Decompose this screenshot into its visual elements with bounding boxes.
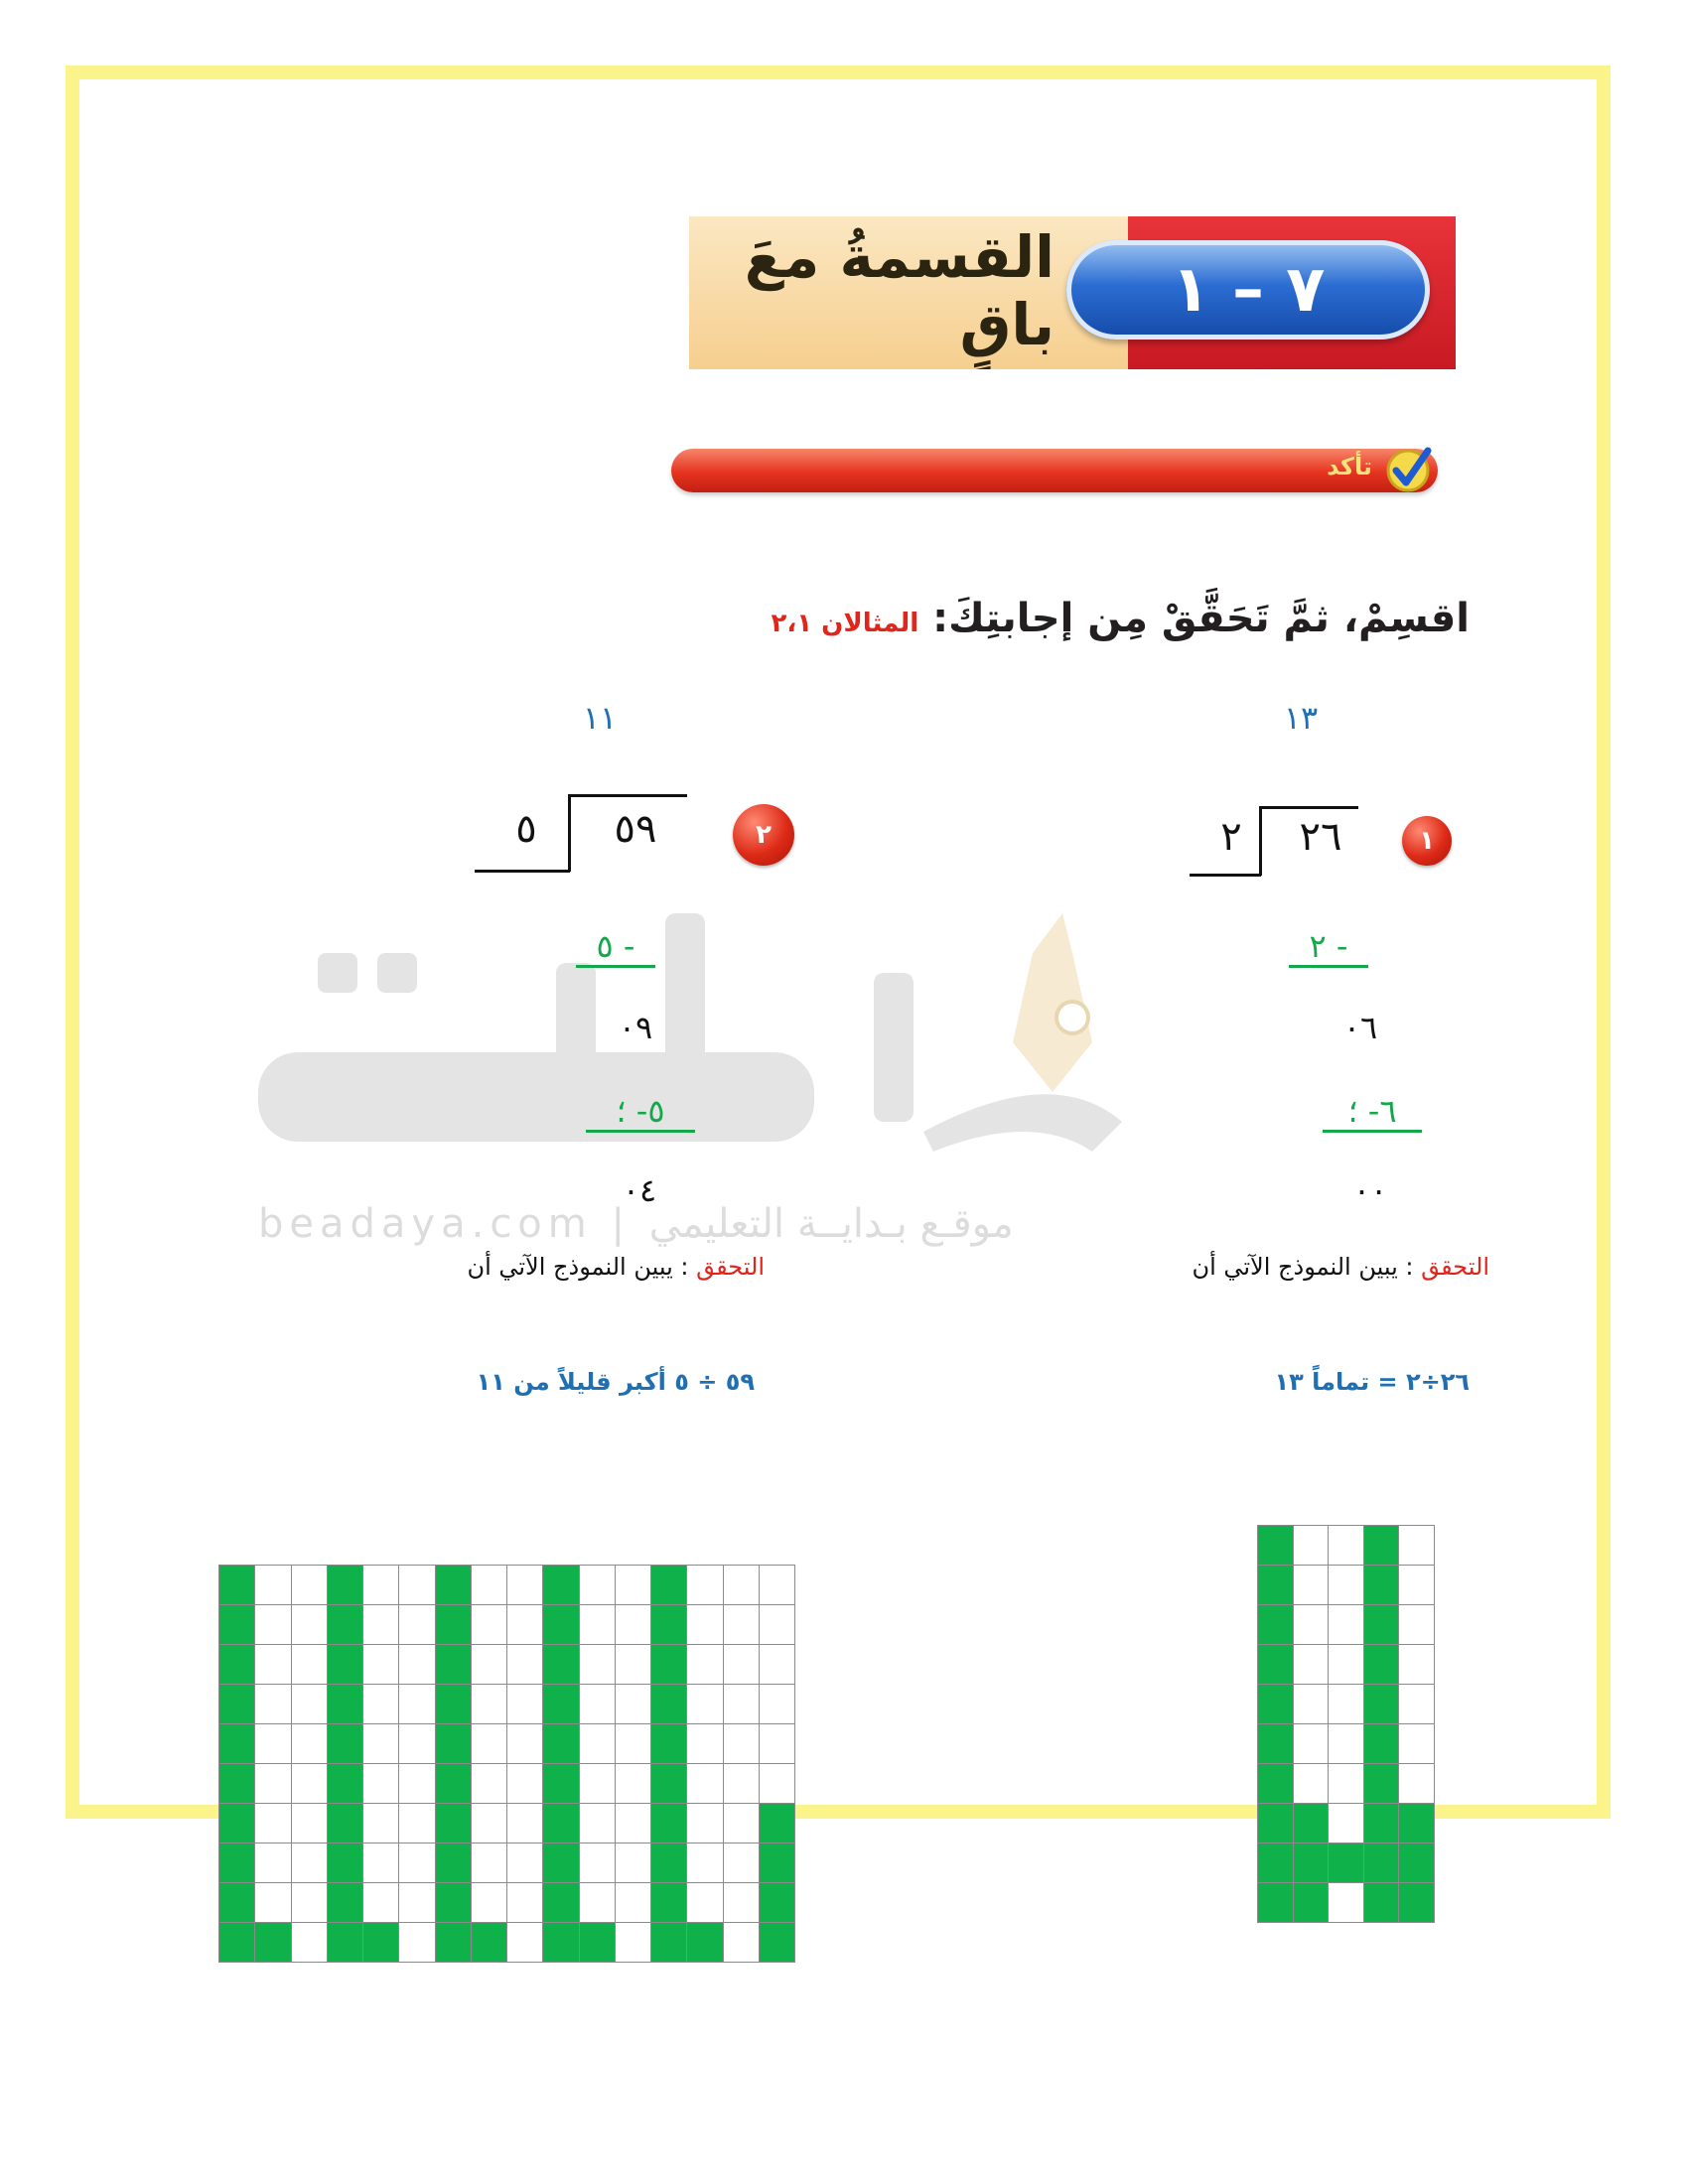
grid-cell (218, 1763, 255, 1804)
grid-cell (686, 1684, 723, 1724)
grid-cell (435, 1763, 472, 1804)
grid-cell (362, 1763, 399, 1804)
grid-cell (218, 1565, 255, 1605)
grid-cell (291, 1644, 328, 1685)
grid-cell (1398, 1843, 1435, 1883)
grid-cell (1293, 1565, 1330, 1605)
ex1-division-base (1190, 874, 1261, 877)
grid-cell (1293, 1803, 1330, 1843)
ex2-verify-text: : يبين النموذج الآتي أن (467, 1253, 689, 1281)
grid-cell (1398, 1525, 1435, 1566)
grid-cell (435, 1882, 472, 1923)
grid-cell (254, 1843, 291, 1883)
grid-cell (435, 1604, 472, 1645)
instruction (755, 596, 1470, 655)
grid-cell (218, 1644, 255, 1685)
grid-cell (542, 1882, 579, 1923)
grid-cell (1398, 1803, 1435, 1843)
grid-cell (579, 1803, 616, 1843)
grid-cell (435, 1922, 472, 1963)
grid-cell (327, 1763, 363, 1804)
grid-cell (615, 1644, 651, 1685)
grid-cell (327, 1604, 363, 1645)
grid-cell (542, 1763, 579, 1804)
grid-cell (723, 1604, 760, 1645)
grid-cell (506, 1763, 543, 1804)
grid-cell (327, 1922, 363, 1963)
grid-cell (615, 1684, 651, 1724)
grid-cell (650, 1723, 687, 1764)
grid-cell (1363, 1525, 1400, 1566)
instruction-text: اقسِمْ، ثمَّ تَحَقَّقْ مِن إجابتِكَ: (932, 596, 1470, 641)
grid-cell (435, 1803, 472, 1843)
ex2-division-stem (568, 794, 571, 872)
grid-cell (759, 1684, 795, 1724)
ex2-division-bar (568, 794, 687, 797)
grid-cell (1398, 1882, 1435, 1923)
grid-cell (579, 1565, 616, 1605)
ex2-divisor: ٥ (515, 806, 537, 852)
grid-cell (1398, 1644, 1435, 1685)
grid-cell (759, 1763, 795, 1804)
grid-cell (471, 1843, 507, 1883)
grid-cell (291, 1723, 328, 1764)
grid-cell (398, 1803, 435, 1843)
grid-cell (291, 1803, 328, 1843)
ex1-division-stem (1259, 806, 1262, 876)
grid-cell (218, 1604, 255, 1645)
grid-cell (723, 1684, 760, 1724)
ex1-badge: ١ (1402, 816, 1452, 866)
grid-cell (650, 1644, 687, 1685)
grid-cell (471, 1803, 507, 1843)
grid-cell (435, 1723, 472, 1764)
grid-cell (759, 1882, 795, 1923)
grid-cell (1363, 1882, 1400, 1923)
ex2-step2: ٥- ؛ (586, 1092, 695, 1133)
grid-cell (327, 1882, 363, 1923)
grid-cell (218, 1723, 255, 1764)
grid-cell (506, 1723, 543, 1764)
ex1-model-grid (1257, 1525, 1434, 1922)
grid-cell (291, 1763, 328, 1804)
grid-cell (650, 1684, 687, 1724)
grid-cell (542, 1644, 579, 1685)
grid-cell (435, 1684, 472, 1724)
ex2-remainder2: ٠٤ (622, 1171, 657, 1209)
grid-cell (650, 1565, 687, 1605)
grid-cell (327, 1723, 363, 1764)
confirm-label: تأكد (1327, 453, 1372, 480)
grid-cell (327, 1843, 363, 1883)
grid-cell (327, 1565, 363, 1605)
grid-cell (398, 1763, 435, 1804)
grid-cell (1363, 1644, 1400, 1685)
grid-cell (506, 1843, 543, 1883)
grid-cell (327, 1644, 363, 1685)
grid-cell (1328, 1882, 1364, 1923)
grid-cell (1257, 1604, 1294, 1645)
grid-cell (723, 1922, 760, 1963)
grid-cell (1328, 1763, 1364, 1804)
grid-cell (506, 1803, 543, 1843)
grid-cell (471, 1565, 507, 1605)
grid-cell (686, 1882, 723, 1923)
grid-cell (1293, 1882, 1330, 1923)
ex1-divisor: ٢ (1220, 814, 1242, 860)
grid-cell (362, 1565, 399, 1605)
grid-cell (254, 1882, 291, 1923)
grid-cell (398, 1684, 435, 1724)
grid-cell (579, 1723, 616, 1764)
ex2-quotient: ١١ (582, 699, 618, 737)
grid-cell (398, 1882, 435, 1923)
grid-cell (1328, 1644, 1364, 1685)
ex1-verify-text: : يبين النموذج الآتي أن (1192, 1253, 1414, 1281)
grid-cell (1398, 1604, 1435, 1645)
grid-cell (759, 1644, 795, 1685)
ex2-conclusion: ٥٩ ÷ ٥ أكبر قليلاً من ١١ (476, 1368, 755, 1396)
grid-cell (1363, 1604, 1400, 1645)
grid-cell (1257, 1763, 1294, 1804)
grid-cell (1363, 1723, 1400, 1764)
ex1-verify (1142, 1253, 1489, 1281)
lesson-number: ٧ – ١ (1066, 240, 1430, 340)
grid-cell (362, 1803, 399, 1843)
grid-cell (1257, 1565, 1294, 1605)
grid-cell (1293, 1684, 1330, 1724)
grid-cell (506, 1882, 543, 1923)
grid-cell (615, 1803, 651, 1843)
grid-cell (291, 1882, 328, 1923)
grid-cell (542, 1922, 579, 1963)
grid-cell (1363, 1843, 1400, 1883)
grid-cell (506, 1684, 543, 1724)
grid-cell (686, 1843, 723, 1883)
grid-cell (615, 1604, 651, 1645)
grid-cell (615, 1763, 651, 1804)
grid-cell (1293, 1525, 1330, 1566)
grid-cell (435, 1644, 472, 1685)
grid-cell (254, 1565, 291, 1605)
grid-cell (686, 1604, 723, 1645)
ex2-dividend: ٥٩ (614, 806, 657, 852)
grid-cell (1257, 1723, 1294, 1764)
grid-cell (723, 1882, 760, 1923)
grid-cell (579, 1684, 616, 1724)
grid-cell (650, 1882, 687, 1923)
grid-cell (1398, 1684, 1435, 1724)
grid-cell (579, 1644, 616, 1685)
grid-cell (759, 1922, 795, 1963)
ex1-step2: ٦- ؛ (1323, 1092, 1422, 1133)
grid-cell (291, 1684, 328, 1724)
grid-cell (723, 1644, 760, 1685)
grid-cell (471, 1882, 507, 1923)
ex2-division-base (475, 870, 570, 873)
grid-cell (254, 1604, 291, 1645)
ex1-remainder1: ٠٦ (1342, 1009, 1378, 1046)
grid-cell (291, 1843, 328, 1883)
grid-cell (615, 1565, 651, 1605)
grid-cell (759, 1604, 795, 1645)
ex1-conclusion: ٢٦÷٢ = تماماً ١٣ (1274, 1368, 1470, 1396)
grid-cell (686, 1644, 723, 1685)
grid-cell (506, 1644, 543, 1685)
grid-cell (1257, 1882, 1294, 1923)
grid-cell (398, 1604, 435, 1645)
grid-cell (506, 1922, 543, 1963)
grid-cell (254, 1684, 291, 1724)
grid-cell (542, 1843, 579, 1883)
grid-cell (1328, 1843, 1364, 1883)
instruction-reference: المثالان ٢،١ (771, 609, 919, 638)
grid-cell (471, 1684, 507, 1724)
grid-cell (759, 1803, 795, 1843)
grid-cell (398, 1723, 435, 1764)
ex1-division-bar (1259, 806, 1358, 809)
grid-cell (471, 1723, 507, 1764)
grid-cell (1328, 1684, 1364, 1724)
grid-cell (686, 1763, 723, 1804)
grid-cell (759, 1723, 795, 1764)
grid-cell (1293, 1604, 1330, 1645)
grid-cell (362, 1604, 399, 1645)
grid-cell (723, 1843, 760, 1883)
grid-cell (686, 1803, 723, 1843)
grid-cell (254, 1803, 291, 1843)
grid-cell (1363, 1763, 1400, 1804)
ex2-verify-label: التحقق (696, 1253, 765, 1281)
watermark-caption: beadaya.com | موقـع بـدايــة التعليمي (258, 1201, 1014, 1247)
grid-cell (1328, 1525, 1364, 1566)
grid-cell (1328, 1723, 1364, 1764)
grid-cell (362, 1922, 399, 1963)
grid-cell (506, 1565, 543, 1605)
grid-cell (327, 1803, 363, 1843)
grid-cell (471, 1604, 507, 1645)
grid-cell (435, 1843, 472, 1883)
grid-cell (542, 1803, 579, 1843)
grid-cell (398, 1843, 435, 1883)
grid-cell (362, 1644, 399, 1685)
grid-cell (686, 1922, 723, 1963)
grid-cell (291, 1565, 328, 1605)
grid-cell (254, 1922, 291, 1963)
grid-cell (1257, 1843, 1294, 1883)
watermark (238, 893, 1132, 1251)
grid-cell (650, 1922, 687, 1963)
ex1-dividend: ٢٦ (1299, 814, 1342, 860)
grid-cell (579, 1882, 616, 1923)
grid-cell (579, 1763, 616, 1804)
ex2-verify (417, 1253, 765, 1281)
grid-cell (254, 1763, 291, 1804)
grid-cell (686, 1723, 723, 1764)
grid-cell (686, 1565, 723, 1605)
grid-cell (362, 1882, 399, 1923)
ex2-remainder1: ٠٩ (618, 1009, 653, 1046)
grid-cell (579, 1843, 616, 1883)
grid-cell (615, 1922, 651, 1963)
grid-cell (542, 1723, 579, 1764)
grid-cell (218, 1922, 255, 1963)
grid-cell (218, 1684, 255, 1724)
grid-cell (542, 1565, 579, 1605)
ex1-verify-label: التحقق (1421, 1253, 1489, 1281)
grid-cell (1398, 1723, 1435, 1764)
grid-cell (1398, 1763, 1435, 1804)
grid-cell (1363, 1565, 1400, 1605)
grid-cell (723, 1723, 760, 1764)
grid-cell (291, 1922, 328, 1963)
grid-cell (1293, 1763, 1330, 1804)
grid-cell (1257, 1644, 1294, 1685)
grid-cell (362, 1723, 399, 1764)
grid-cell (435, 1565, 472, 1605)
grid-cell (1293, 1644, 1330, 1685)
grid-cell (1328, 1565, 1364, 1605)
grid-cell (1257, 1803, 1294, 1843)
grid-cell (650, 1763, 687, 1804)
grid-cell (1257, 1525, 1294, 1566)
grid-cell (650, 1843, 687, 1883)
grid-cell (1363, 1803, 1400, 1843)
checkmark-icon (1382, 441, 1438, 496)
grid-cell (650, 1803, 687, 1843)
grid-cell (1257, 1684, 1294, 1724)
grid-cell (218, 1843, 255, 1883)
grid-cell (615, 1882, 651, 1923)
grid-cell (1293, 1723, 1330, 1764)
grid-cell (615, 1723, 651, 1764)
grid-cell (218, 1803, 255, 1843)
grid-cell (759, 1565, 795, 1605)
grid-cell (254, 1723, 291, 1764)
ex1-quotient: ١٣ (1283, 699, 1319, 737)
grid-cell (471, 1644, 507, 1685)
grid-cell (579, 1604, 616, 1645)
grid-cell (650, 1604, 687, 1645)
grid-cell (542, 1604, 579, 1645)
ex2-model-grid (218, 1565, 794, 1962)
grid-cell (1328, 1604, 1364, 1645)
grid-cell (362, 1684, 399, 1724)
grid-cell (1328, 1803, 1364, 1843)
grid-cell (291, 1604, 328, 1645)
grid-cell (254, 1644, 291, 1685)
lesson-title: القسمةُ معَ باقٍ (744, 223, 1055, 358)
grid-cell (759, 1843, 795, 1883)
grid-cell (1293, 1843, 1330, 1883)
grid-cell (579, 1922, 616, 1963)
grid-cell (398, 1644, 435, 1685)
grid-cell (398, 1565, 435, 1605)
grid-cell (471, 1922, 507, 1963)
ex2-badge: ٢ (733, 804, 794, 866)
grid-cell (1398, 1565, 1435, 1605)
ex1-remainder2: ٠٠ (1352, 1171, 1388, 1209)
grid-cell (723, 1565, 760, 1605)
grid-cell (542, 1684, 579, 1724)
grid-cell (615, 1843, 651, 1883)
grid-cell (218, 1882, 255, 1923)
grid-cell (723, 1803, 760, 1843)
grid-cell (362, 1843, 399, 1883)
ex1-step1: - ٢ (1289, 927, 1368, 968)
lesson-banner (689, 216, 1456, 369)
grid-cell (471, 1763, 507, 1804)
grid-cell (327, 1684, 363, 1724)
grid-cell (723, 1763, 760, 1804)
pen-logo-icon (238, 893, 1132, 1191)
grid-cell (398, 1922, 435, 1963)
grid-cell (1363, 1684, 1400, 1724)
grid-cell (506, 1604, 543, 1645)
ex2-step1: - ٥ (576, 927, 655, 968)
